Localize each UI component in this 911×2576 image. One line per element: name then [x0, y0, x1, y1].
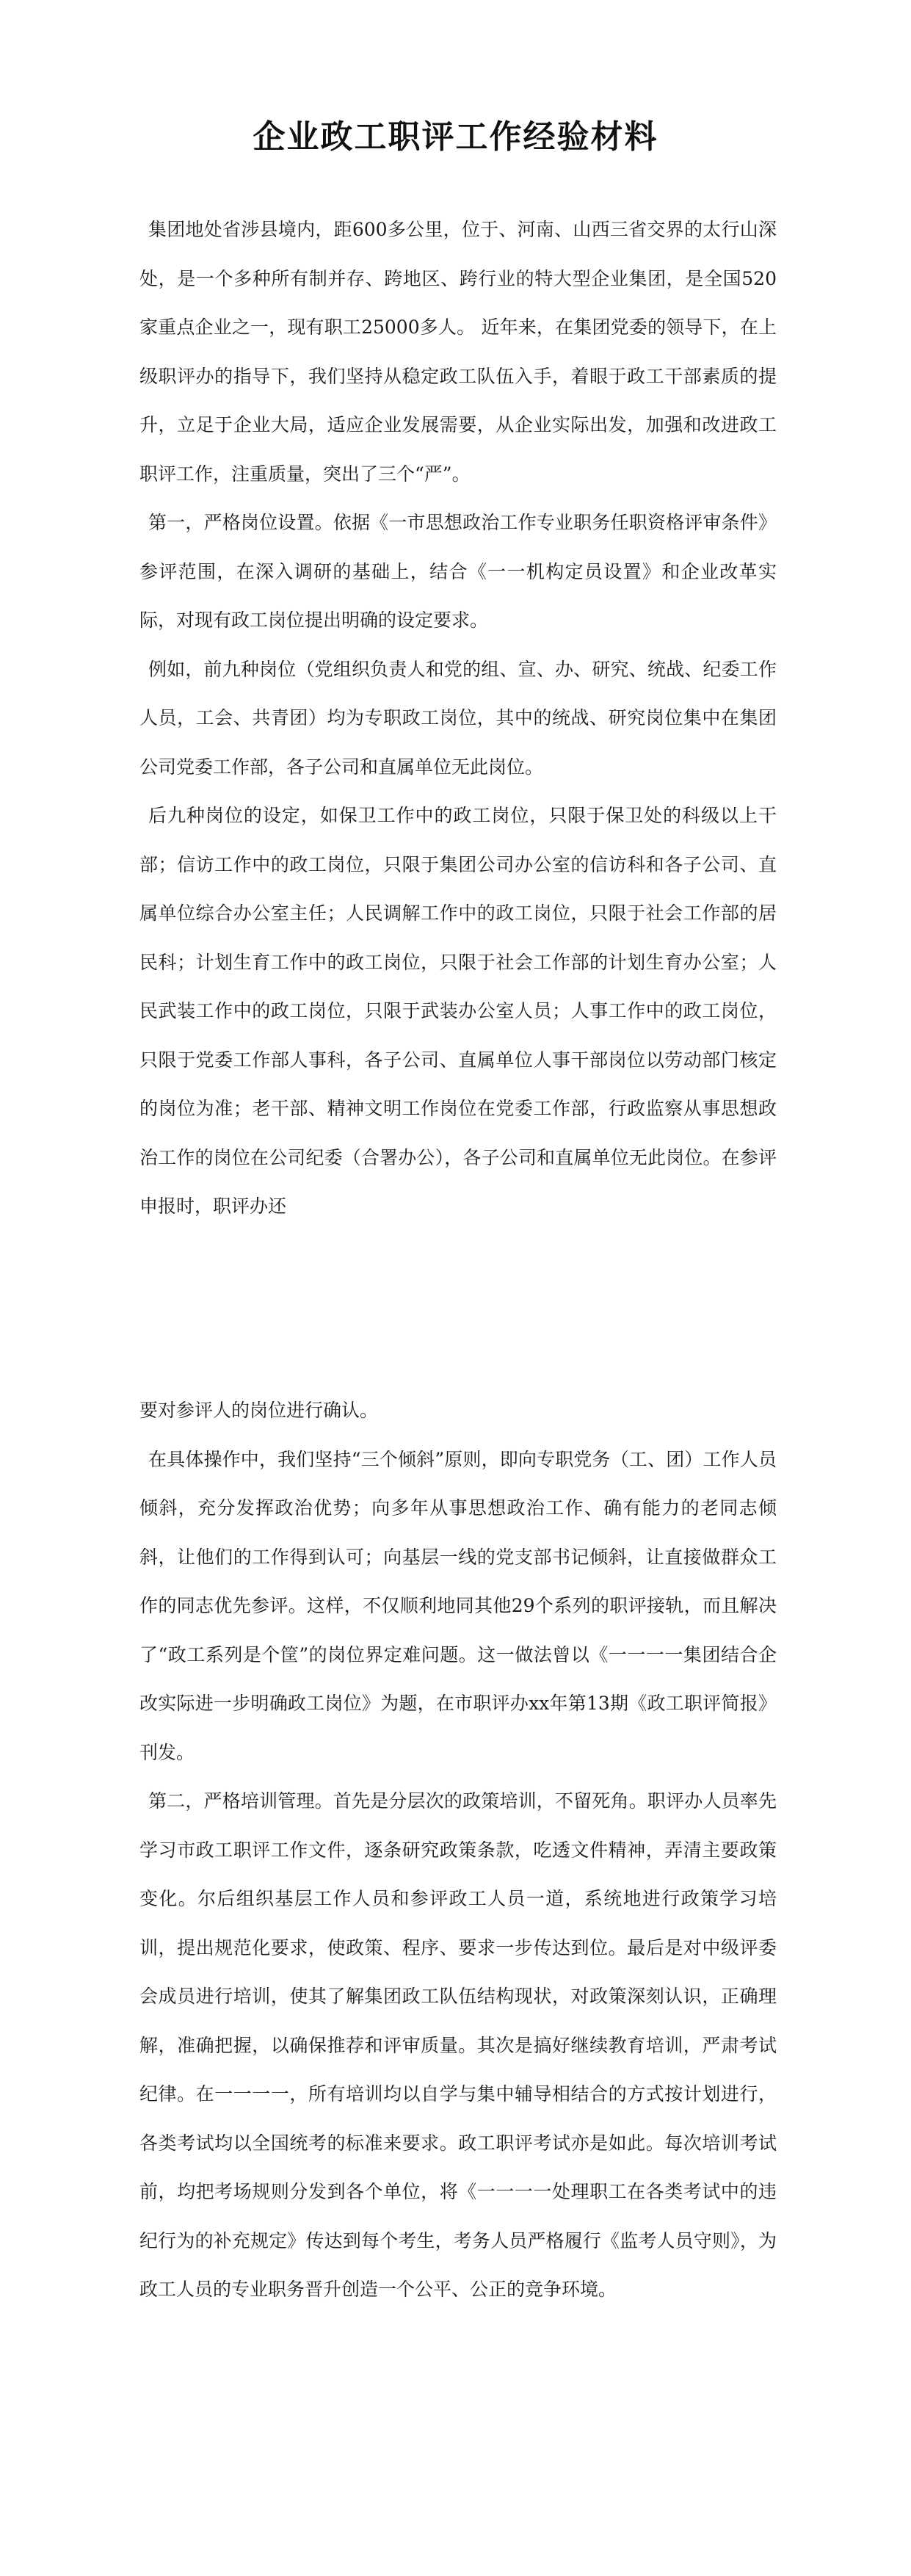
paragraph-second-point: 第二，严格培训管理。首先是分层次的政策培训，不留死角。职评办人员率先学习市政工职评工作文件，逐条研究政策条款，吃透文件精神，弄清主要政策变化。尔后组织基层工作人员和参评政工人员一道，系统地进行政策学习培训，提出规范化要求，使政策、程序、要求一步传达到位。最后是对中级评委会成员进行培训，使其了解集团政工队伍结构现状，对政策深刻认识，正确理解，准确把握，以确保推荐和评审质量。其次是搞好继续教育培训，严肃考试纪律。在一一一一，所有培训均以自学与集中辅导相结合的方式按计划进行，各类考试均以全国统考的标准来要求。政工职评考试亦是如此。每次培训考试前，均把考场规则分发到各个单位，将《一一一一处理职工在各类考试中的违纪行为的补充规定》传达到每个考生，考务人员严格履行《监考人员守则》，为政工人员的专业职务晋升创造一个公平、公正的竞争环境。: [139, 1790, 777, 2300]
paragraph-three-tilts: 在具体操作中，我们坚持“三个倾斜”原则，即向专职党务（工、团）工作人员倾斜，充分发挥政治优势；向多年从事思想政治工作、确有能力的老同志倾斜，让他们的工作得到认可；向基层一线的党支部书记倾斜，让直接做群众工作的同志优先参评。这样，不仅顺利地同其他29个系列的职评接轨，而且解决了“政工系列是个筐”的岗位界定难问题。这一做法曾以《一一一一集团结合企改实际进一步明确政工岗位》为题，在市职评办xx年第13期《政工职评简报》刊发。: [139, 1448, 777, 1763]
body-section-2: [139, 1386, 777, 2315]
paragraph-intro: 集团地处省涉县境内，距600多公里，位于、河南、山西三省交界的太行山深处，是一个多种所有制并存、跨地区、跨行业的特大型企业集团，是全国520家重点企业之一，现有职工25000多人。 近年来，在集团党委的领导下，在上级职评办的指导下，我们坚持从稳定政工队伍入手，着眼于政工干部素质的提升，立足于企业大局，适应企业发展需要，从企业实际出发，加强和改进政工职评工作，注重质量，突出了三个“严”。: [139, 219, 777, 485]
paragraph-first-point: 第一，严格岗位设置。依据《一市思想政治工作专业职务任职资格评审条件》参评范围，在深入调研的基础上，结合《一一机构定员设置》和企业改革实际，对现有政工岗位提出明确的设定要求。: [139, 512, 777, 631]
paragraph-later-positions: 后九种岗位的设定，如保卫工作中的政工岗位，只限于保卫处的科级以上干部；信访工作中的政工岗位，只限于集团公司办公室的信访科和各子公司、直属单位综合办公室主任；人民调解工作中的政工岗位，只限于社会工作部的居民科；计划生育工作中的政工岗位，只限于社会工作部的计划生育办公室；人民武装工作中的政工岗位，只限于武装办公室人员；人事工作中的政工岗位，只限于党委工作部人事科，各子公司、直属单位人事干部岗位以劳动部门核定的岗位为准；老干部、精神文明工作岗位在党委工作部，行政监察从事思想政治工作的岗位在公司纪委（合署办公），各子公司和直属单位无此岗位。在参评申报时，职评办还: [139, 805, 777, 1217]
paragraph-continuation: 要对参评人的岗位进行确认。: [139, 1400, 379, 1421]
page-title: 企业政工职评工作经验材料: [253, 118, 658, 156]
paragraph-example: 例如，前九种岗位（党组织负责人和党的组、宣、办、研究、统战、纪委工作人员，工会、共青团）均为专职政工岗位，其中的统战、研究岗位集中在集团公司党委工作部，各子公司和直属单位无此岗位。: [139, 658, 777, 778]
body-section-1: [139, 206, 777, 1231]
